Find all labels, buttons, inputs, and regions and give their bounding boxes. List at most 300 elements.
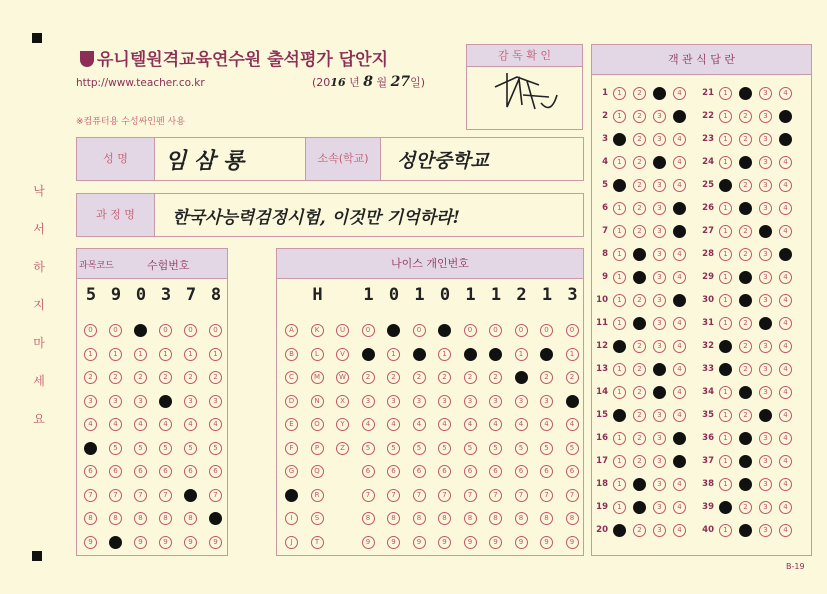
- answer-bubble: 3: [759, 271, 772, 284]
- answer-bubble: 1: [719, 340, 732, 353]
- answer-bubble: 1: [719, 225, 732, 238]
- answer-bubble: 1: [613, 363, 626, 376]
- neis-digit-bubble: 3: [362, 395, 375, 408]
- answer-bubble: 4: [779, 478, 792, 491]
- neis-digit-bubble: 9: [489, 536, 502, 549]
- neis-letter-bubble: L: [311, 348, 324, 361]
- answer-bubble: 1: [719, 156, 732, 169]
- question-number: 19: [596, 502, 608, 512]
- answer-bubble: 4: [779, 156, 792, 169]
- neis-digit-bubble: 2: [362, 371, 375, 384]
- neis-digit-bubble: 0: [413, 324, 426, 337]
- exam-bubble: 9: [84, 536, 97, 549]
- pen-note: ※컴퓨터용 수성싸인펜 사용: [76, 117, 185, 127]
- answer-bubble: 4: [673, 248, 686, 261]
- neis-digit-bubble: 9: [387, 536, 400, 549]
- answer-bubble: 1: [719, 133, 732, 146]
- exam-bubble: 2: [184, 371, 197, 384]
- supervisor-signature: [467, 67, 584, 129]
- course-code-label: 과목코드: [79, 261, 114, 271]
- question-number: 33: [702, 364, 714, 374]
- neis-digit-bubble: 9: [464, 536, 477, 549]
- answer-bubble: 1: [719, 248, 732, 261]
- question-number: 21: [702, 88, 714, 98]
- answer-bubble: 4: [673, 478, 686, 491]
- exam-bubble: 8: [134, 512, 147, 525]
- exam-bubble: 6: [209, 465, 222, 478]
- neis-digit-bubble: 9: [362, 536, 375, 549]
- answer-bubble: 2: [739, 156, 752, 169]
- answer-bubble: 3: [759, 133, 772, 146]
- answer-bubble: 3: [653, 409, 666, 422]
- neis-digit-bubble: 8: [515, 512, 528, 525]
- exam-bubble: 5: [184, 442, 197, 455]
- neis-digit-bubble: 7: [464, 489, 477, 502]
- neis-digit-bubble: 3: [540, 395, 553, 408]
- answer-bubble: 2: [739, 386, 752, 399]
- answer-bubble: 2: [633, 110, 646, 123]
- answer-bubble: 3: [759, 248, 772, 261]
- answer-bubble: 1: [613, 87, 626, 100]
- neis-char: 2: [516, 285, 527, 305]
- answer-bubble: 2: [633, 317, 646, 330]
- answer-bubble: 3: [653, 156, 666, 169]
- answer-bubble: 2: [739, 225, 752, 238]
- answer-bubble: 1: [719, 271, 732, 284]
- exam-bubble: 6: [134, 465, 147, 478]
- answer-bubble: 3: [759, 225, 772, 238]
- neis-letter-bubble: H: [285, 489, 298, 502]
- answer-bubble: 2: [633, 409, 646, 422]
- answer-bubble: 4: [673, 317, 686, 330]
- exam-bubble: 2: [159, 371, 172, 384]
- answer-bubble: 3: [759, 110, 772, 123]
- neis-digit-bubble: 1: [489, 348, 502, 361]
- answer-bubble: 4: [779, 179, 792, 192]
- answer-bubble: 2: [739, 317, 752, 330]
- answer-bubble: 2: [633, 340, 646, 353]
- neis-digit-bubble: 4: [438, 418, 451, 431]
- exam-bubble: 2: [109, 371, 122, 384]
- exam-digit: 8: [210, 285, 222, 305]
- answer-bubble: 2: [739, 432, 752, 445]
- form-code: B-19: [786, 562, 805, 571]
- neis-digit-bubble: 8: [387, 512, 400, 525]
- neis-letter-bubble: X: [336, 395, 349, 408]
- answer-bubble: 4: [673, 225, 686, 238]
- question-number: 17: [596, 456, 608, 466]
- answer-bubble: 1: [719, 501, 732, 514]
- question-number: 40: [702, 525, 714, 535]
- exam-bubble: 0: [109, 324, 122, 337]
- neis-digit-bubble: 0: [362, 324, 375, 337]
- neis-digit-bubble: 7: [515, 489, 528, 502]
- side-char: 세: [33, 374, 45, 388]
- question-number: 7: [602, 226, 608, 236]
- neis-digit-bubble: 4: [362, 418, 375, 431]
- neis-digit-bubble: 5: [387, 442, 400, 455]
- exam-bubble: 4: [84, 418, 97, 431]
- answer-bubble: 1: [613, 455, 626, 468]
- neis-char: 1: [465, 285, 476, 305]
- answer-bubble: 3: [653, 455, 666, 468]
- side-char: 서: [33, 222, 45, 236]
- answer-bubble: 3: [653, 294, 666, 307]
- neis-digit-bubble: 8: [566, 512, 579, 525]
- question-number: 31: [702, 318, 714, 328]
- answer-bubble: 4: [673, 524, 686, 537]
- side-char: 요: [33, 412, 45, 426]
- answer-bubble: 4: [673, 432, 686, 445]
- neis-digit-bubble: 9: [566, 536, 579, 549]
- neis-digit-bubble: 8: [362, 512, 375, 525]
- answer-bubble: 3: [759, 294, 772, 307]
- answer-bubble: 4: [779, 133, 792, 146]
- answer-bubble: 4: [779, 271, 792, 284]
- neis-letter-bubble: E: [285, 418, 298, 431]
- answer-bubble: 1: [613, 271, 626, 284]
- unitel-logo-icon: [80, 51, 94, 67]
- answer-bubble: 2: [633, 363, 646, 376]
- exam-bubble: 7: [134, 489, 147, 502]
- question-number: 23: [702, 134, 714, 144]
- answer-bubble: 2: [633, 156, 646, 169]
- registration-mark-top: [32, 33, 42, 43]
- neis-digit-bubble: 8: [489, 512, 502, 525]
- exam-bubble: 8: [109, 512, 122, 525]
- neis-letter-bubble: U: [336, 324, 349, 337]
- answer-bubble: 2: [633, 225, 646, 238]
- answer-bubble: 2: [739, 478, 752, 491]
- neis-digit-bubble: 5: [489, 442, 502, 455]
- answer-bubble: 1: [613, 432, 626, 445]
- answer-bubble: 1: [613, 110, 626, 123]
- answer-bubble: 2: [633, 478, 646, 491]
- neis-digit-bubble: 1: [438, 348, 451, 361]
- exam-bubble: 5: [159, 442, 172, 455]
- answer-bubble: 3: [759, 202, 772, 215]
- neis-digit-bubble: 0: [540, 324, 553, 337]
- answer-bubble: 3: [653, 386, 666, 399]
- exam-bubble: 7: [184, 489, 197, 502]
- neis-digit-bubble: 7: [438, 489, 451, 502]
- neis-digit-bubble: 0: [515, 324, 528, 337]
- neis-letter-bubble: Y: [336, 418, 349, 431]
- side-char: 낙: [33, 184, 45, 198]
- answer-bubble: 1: [613, 409, 626, 422]
- exam-bubble: 8: [209, 512, 222, 525]
- exam-bubble: 1: [109, 348, 122, 361]
- exam-bubble: 5: [209, 442, 222, 455]
- question-number: 38: [702, 479, 714, 489]
- exam-bubble: 3: [209, 395, 222, 408]
- question-number: 12: [596, 341, 608, 351]
- exam-bubble: 0: [84, 324, 97, 337]
- neis-digit-bubble: 9: [438, 536, 451, 549]
- neis-digit-bubble: 5: [464, 442, 477, 455]
- answer-bubble: 2: [633, 87, 646, 100]
- neis-letter-bubble: S: [311, 512, 324, 525]
- answer-bubble: 2: [739, 271, 752, 284]
- answer-bubble: 2: [633, 524, 646, 537]
- neis-digit-bubble: 1: [464, 348, 477, 361]
- answer-bubble: 1: [613, 340, 626, 353]
- answer-bubble: 2: [739, 501, 752, 514]
- course-row: [76, 193, 584, 237]
- affiliation-label: 소속(학교): [305, 138, 381, 180]
- exam-bubble: 2: [134, 371, 147, 384]
- answer-bubble: 2: [633, 271, 646, 284]
- exam-bubble: 9: [159, 536, 172, 549]
- neis-digit-bubble: 9: [540, 536, 553, 549]
- answer-bubble: 2: [739, 110, 752, 123]
- exam-bubble: 5: [134, 442, 147, 455]
- answer-bubble: 2: [739, 409, 752, 422]
- neis-digit-bubble: 4: [413, 418, 426, 431]
- exam-bubble: 3: [159, 395, 172, 408]
- neis-digit-bubble: 8: [413, 512, 426, 525]
- question-number: 26: [702, 203, 714, 213]
- answer-bubble: 3: [759, 432, 772, 445]
- name-label: 성 명: [77, 138, 155, 180]
- neis-digit-bubble: 7: [413, 489, 426, 502]
- exam-bubble: 3: [109, 395, 122, 408]
- answer-bubble: 4: [673, 179, 686, 192]
- answer-bubble: 2: [739, 87, 752, 100]
- answer-bubble: 2: [633, 202, 646, 215]
- neis-digit-bubble: 7: [362, 489, 375, 502]
- answer-bubble: 1: [719, 478, 732, 491]
- answer-bubble: 2: [633, 501, 646, 514]
- exam-bubble: 1: [84, 348, 97, 361]
- neis-digit-bubble: 3: [413, 395, 426, 408]
- answer-bubble: 4: [779, 501, 792, 514]
- answer-bubble: 2: [633, 248, 646, 261]
- question-number: 14: [596, 387, 608, 397]
- answer-bubble: 2: [739, 202, 752, 215]
- question-number: 32: [702, 341, 714, 351]
- answer-bubble: 3: [759, 409, 772, 422]
- neis-letter-bubble: N: [311, 395, 324, 408]
- neis-digit-bubble: 3: [515, 395, 528, 408]
- answer-block: [591, 44, 812, 556]
- neis-digit-bubble: 0: [438, 324, 451, 337]
- neis-digit-bubble: 5: [438, 442, 451, 455]
- neis-digit-bubble: 2: [464, 371, 477, 384]
- answer-bubble: 2: [633, 179, 646, 192]
- answer-bubble: 2: [633, 294, 646, 307]
- answer-bubble: 1: [613, 225, 626, 238]
- neis-digit-bubble: 4: [540, 418, 553, 431]
- exam-bubble: 3: [134, 395, 147, 408]
- answer-bubble: 1: [719, 110, 732, 123]
- answer-bubble: 1: [613, 179, 626, 192]
- answer-bubble: 1: [719, 386, 732, 399]
- neis-digit-bubble: 2: [438, 371, 451, 384]
- answer-bubble: 4: [673, 202, 686, 215]
- answer-bubble: 3: [653, 179, 666, 192]
- exam-bubble: 0: [134, 324, 147, 337]
- neis-digit-bubble: 0: [566, 324, 579, 337]
- answer-bubble: 1: [613, 524, 626, 537]
- neis-digit-bubble: 3: [464, 395, 477, 408]
- answer-bubble: 1: [613, 133, 626, 146]
- exam-bubble: 5: [84, 442, 97, 455]
- answer-bubble: 3: [653, 317, 666, 330]
- neis-digit-bubble: 2: [515, 371, 528, 384]
- answer-bubble: 3: [653, 432, 666, 445]
- answer-bubble: 3: [759, 455, 772, 468]
- answer-bubble: 4: [779, 317, 792, 330]
- answer-bubble: 4: [779, 248, 792, 261]
- neis-digit-bubble: 1: [362, 348, 375, 361]
- neis-digit-bubble: 6: [438, 465, 451, 478]
- exam-bubble: 7: [159, 489, 172, 502]
- answer-bubble: 4: [779, 363, 792, 376]
- answer-bubble: 4: [673, 271, 686, 284]
- neis-digit-bubble: 4: [387, 418, 400, 431]
- answer-bubble: 1: [613, 156, 626, 169]
- neis-digit-bubble: 1: [515, 348, 528, 361]
- question-number: 29: [702, 272, 714, 282]
- exam-bubble: 9: [209, 536, 222, 549]
- neis-letter-bubble: V: [336, 348, 349, 361]
- exam-bubble: 2: [209, 371, 222, 384]
- neis-char: 1: [363, 285, 374, 305]
- neis-digit-bubble: 3: [438, 395, 451, 408]
- neis-letter-bubble: C: [285, 371, 298, 384]
- neis-digit-bubble: 6: [362, 465, 375, 478]
- answer-bubble: 3: [759, 386, 772, 399]
- answer-bubble: 4: [779, 110, 792, 123]
- answer-bubble: 2: [739, 455, 752, 468]
- question-number: 9: [602, 272, 608, 282]
- answer-bubble: 3: [653, 524, 666, 537]
- exam-bubble: 6: [159, 465, 172, 478]
- neis-digit-bubble: 2: [413, 371, 426, 384]
- question-number: 24: [702, 157, 714, 167]
- question-number: 34: [702, 387, 714, 397]
- exam-bubble: 9: [134, 536, 147, 549]
- answer-bubble: 1: [719, 455, 732, 468]
- exam-bubble: 5: [109, 442, 122, 455]
- question-number: 18: [596, 479, 608, 489]
- neis-letter-bubble: M: [311, 371, 324, 384]
- neis-digit-bubble: 4: [515, 418, 528, 431]
- answer-bubble: 2: [739, 340, 752, 353]
- answer-bubble: 4: [779, 432, 792, 445]
- answer-bubble: 3: [759, 87, 772, 100]
- answer-bubble: 1: [613, 294, 626, 307]
- answer-bubble: 4: [673, 501, 686, 514]
- answer-bubble: 3: [653, 133, 666, 146]
- neis-digit-bubble: 6: [540, 465, 553, 478]
- neis-digit-bubble: 9: [515, 536, 528, 549]
- exam-digit: 0: [135, 285, 147, 305]
- answer-bubble: 4: [779, 294, 792, 307]
- answer-bubble: 2: [633, 386, 646, 399]
- answer-bubble: 4: [673, 156, 686, 169]
- question-number: 28: [702, 249, 714, 259]
- neis-char: 1: [490, 285, 502, 305]
- question-number: 8: [602, 249, 608, 259]
- answer-bubble: 1: [719, 409, 732, 422]
- exam-number-block: [76, 248, 228, 556]
- answer-bubble: 4: [673, 340, 686, 353]
- answer-bubble: 3: [653, 340, 666, 353]
- answer-bubble: 4: [779, 340, 792, 353]
- page-title: 유니텔원격교육연수원 출석평가 답안지: [80, 45, 388, 70]
- neis-letter-bubble: T: [311, 536, 324, 549]
- name-row: [76, 137, 584, 181]
- neis-digit-bubble: 5: [413, 442, 426, 455]
- neis-char: 3: [567, 285, 578, 305]
- answer-bubble: 1: [719, 202, 732, 215]
- question-number: 30: [702, 295, 714, 305]
- answer-bubble: 4: [779, 524, 792, 537]
- answer-bubble: 1: [613, 386, 626, 399]
- answer-bubble: 3: [653, 271, 666, 284]
- neis-digit-bubble: 6: [413, 465, 426, 478]
- answer-bubble: 1: [613, 317, 626, 330]
- question-number: 11: [596, 318, 608, 328]
- course-label: 과 정 명: [77, 194, 155, 236]
- exam-date: (2016 년 8 월 27일): [312, 74, 426, 90]
- exam-bubble: 6: [109, 465, 122, 478]
- neis-digit-bubble: 2: [489, 371, 502, 384]
- neis-digit-bubble: 1: [387, 348, 400, 361]
- exam-bubble: 4: [209, 418, 222, 431]
- neis-digit-bubble: 6: [464, 465, 477, 478]
- exam-bubble: 1: [134, 348, 147, 361]
- neis-letter-bubble: A: [285, 324, 298, 337]
- neis-digit-bubble: 6: [566, 465, 579, 478]
- exam-bubble: 4: [134, 418, 147, 431]
- question-number: 10: [596, 295, 608, 305]
- neis-digit-bubble: 4: [489, 418, 502, 431]
- neis-digit-bubble: 0: [464, 324, 477, 337]
- answer-bubble: 3: [759, 156, 772, 169]
- neis-char: 0: [439, 285, 451, 305]
- neis-letter-bubble: F: [285, 442, 298, 455]
- neis-digit-bubble: 9: [413, 536, 426, 549]
- answer-bubble: 1: [719, 363, 732, 376]
- answer-bubble: 3: [653, 202, 666, 215]
- exam-bubble: 1: [159, 348, 172, 361]
- question-number: 1: [602, 88, 608, 98]
- neis-digit-bubble: 3: [566, 395, 579, 408]
- exam-bubble: 8: [184, 512, 197, 525]
- question-number: 6: [602, 203, 608, 213]
- neis-char: 0: [388, 285, 400, 305]
- neis-digit-bubble: 0: [387, 324, 400, 337]
- question-number: 27: [702, 226, 714, 236]
- question-number: 3: [602, 134, 608, 144]
- answer-bubble: 1: [613, 202, 626, 215]
- answer-bubble: 2: [739, 179, 752, 192]
- question-number: 35: [702, 410, 714, 420]
- exam-digit: 5: [85, 285, 97, 305]
- neis-digit-bubble: 7: [387, 489, 400, 502]
- neis-digit-bubble: 4: [566, 418, 579, 431]
- answer-bubble: 4: [779, 202, 792, 215]
- exam-digit: 7: [185, 285, 197, 305]
- affiliation-value: 성안중학교: [397, 150, 489, 172]
- question-number: 20: [596, 525, 608, 535]
- neis-letter-bubble: J: [285, 536, 298, 549]
- answer-bubble: 4: [673, 294, 686, 307]
- neis-digit-bubble: 7: [540, 489, 553, 502]
